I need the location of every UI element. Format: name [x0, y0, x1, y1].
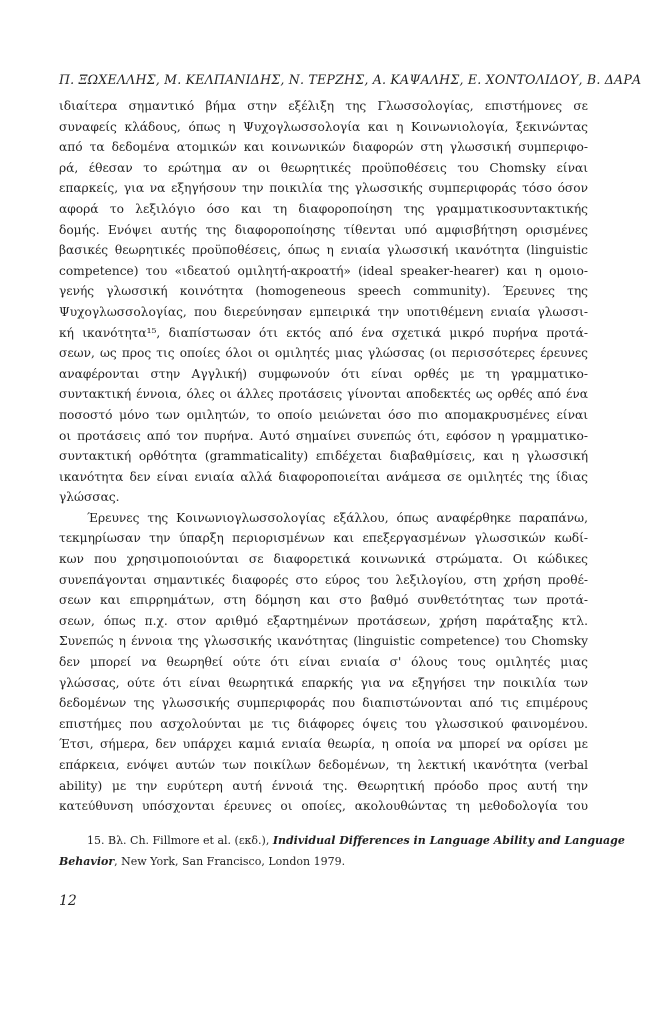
- text-line: γλώσσας, ούτε ότι είναι θεωρητικά επαρκής για να εξηγήσει την ποικιλία των: [59, 675, 588, 690]
- text-line: Έρευνες της Κοινωνιογλωσσολογίας εξάλλου, όπως αναφέρθηκε παραπάνω,: [87, 510, 588, 525]
- text-line: δομής. Ενόψει αυτής της διαφοροποίησης τίθενται υπό αμφισβήτηση ορισμένες: [59, 222, 588, 237]
- text-line: ιδιαίτερα σημαντικό βήμα στην εξέλιξη της Γλωσσολογίας, επιστήμονες σε: [59, 99, 588, 113]
- page-number: 12: [59, 893, 77, 909]
- text-line: ρά, έθεσαν το ερώτημα αν οι θεωρητικές προϋποθέσεις του Chomsky είναι: [59, 160, 588, 175]
- text-line: οι προτάσεις από τον πυρήνα. Αυτό σημαίνει συνεπώς ότι, εφόσον η γραμματικο-: [59, 428, 588, 443]
- text-line: επιστήμες που ασχολούνται με τις διάφορες όψεις του γλωσσικού φαινομένου.: [59, 716, 588, 731]
- text-line: επαρκείς, για να εξηγήσουν την ποικιλία της γλωσσικής συμπεριφοράς τόσο όσον: [59, 181, 588, 196]
- text-line: ποσοστό μόνο των ομιλητών, το οποίο μειώνεται όσο πιο απομακρυσμένες είναι: [59, 407, 588, 422]
- footnote-prefix: Βλ. Ch. Fillmore et al. (εκδ.),: [108, 834, 270, 847]
- text-line: ability) με την ευρύτερη αυτή έννοιά της. Θεωρητική πρόοδο προς αυτή την: [59, 778, 588, 793]
- text-line: competence) του «ιδεατού ομιλητή-ακροατή» (ideal speaker-hearer) και η ομοιο-: [59, 263, 588, 278]
- text-line: κων που χρησιμοποιούνται σε διαφορετικά κοινωνικά στρώματα. Οι κώδικες: [59, 552, 588, 567]
- text-line: επάρκεια, ενόψει αυτών των ποικίλων δεδομένων, τη λεκτική ικανότητα (verbal: [59, 758, 588, 772]
- text-line: Ψυχογλωσσολογίας, που διερεύνησαν εμπειρικά την υποτιθέμενη ενιαία γλωσσι-: [59, 304, 588, 319]
- text-line: δεν μπορεί να θεωρηθεί ούτε ότι είναι ενιαία σ' όλους τους ομιλητές μιας: [59, 655, 588, 670]
- text-line: κατεύθυνση υπόσχονται έρευνες οι οποίες, ακολουθώντας τη μεθοδολογία του: [59, 799, 588, 814]
- text-line: συνεπάγονται σημαντικές διαφορές στο εύρος του λεξιλογίου, στη χρήση προθέ-: [59, 572, 588, 587]
- text-line: από τα δεδομένα ατομικών και κοινωνικών διαφορών στη γλωσσική συμπεριφο-: [59, 140, 588, 155]
- running-head: Π. ΞΩΧΕΛΛΗΣ, Μ. ΚΕΛΠΑΝΙΔΗΣ, Ν. ΤΕΡΖΗΣ, Α. ΚΑΨΑΛΗΣ, Ε. ΧΟΝΤΟΛΙΔΟΥ, Β. ΔΑΡΑ: [59, 72, 642, 87]
- text-line: συντακτική έννοια, όλες οι άλλες προτάσεις γίνονται αποδεκτές ως ορθές από ένα: [59, 387, 588, 402]
- footnote-number: 15.: [87, 834, 105, 847]
- text-line: ικανότητα δεν είναι ενιαία αλλά διαφοροποιείται ανάμεσα σε ομιλητές της ίδιας: [59, 469, 588, 484]
- text-line: δεδομένων της γλωσσικής συμπεριφοράς που διαπιστώνονται από τις επιμέρους: [59, 696, 588, 711]
- text-line: Συνεπώς η έννοια της γλωσσικής ικανότητας (linguistic competence) του Chomsky: [59, 634, 588, 649]
- footnote-suffix: , New York, San Francisco, London 1979.: [114, 855, 346, 868]
- footnote-line: [59, 851, 588, 872]
- text-line: συντακτική ορθότητα (grammaticality) επιδέχεται διαβαθμίσεις, και η γλωσσική: [59, 449, 588, 464]
- text-line: σεων, ως προς τις οποίες όλοι οι ομιλητές μιας γλώσσας (οι περισσότερες έρευνες: [59, 346, 588, 361]
- text-line: Έτσι, σήμερα, δεν υπάρχει καμιά ενιαία θεωρία, η οποία να μπορεί να ορίσει με: [59, 737, 588, 752]
- text-line: συναφείς κλάδους, όπως η Ψυχογλωσσολογία και η Κοινωνιολογία, ξεκινώντας: [59, 119, 588, 134]
- text-line: αφορά το λεξιλόγιο όσο και τη διαφοροποίηση της γραμματικοσυντακτικής: [59, 201, 588, 216]
- text-line: τεκμηρίωσαν την ύπαρξη περιορισμένων και επεξεργασμένων γλωσσικών κωδί-: [59, 531, 588, 546]
- footnote-title: Behavior: [59, 855, 115, 868]
- text-line: γενής γλωσσική κοινότητα (homogeneous speech community). Έρευνες της: [59, 284, 588, 299]
- footnote-title: Individual Differences in Language Ability and Language: [272, 834, 625, 847]
- text-line: σεων, όπως π.χ. στον αριθμό εξαρτημένων προτάσεων, χρήση παράταξης κτλ.: [59, 613, 588, 628]
- body-text: [59, 96, 588, 817]
- text-line: κή ικανότητα¹⁵, διαπίστωσαν ότι εκτός από ένα σχετικά μικρό πυρήνα προτά-: [59, 325, 588, 340]
- text-line: σεων και επιρρημάτων, στη δόμηση και στο βαθμό συνθετότητας των προτά-: [59, 593, 588, 608]
- footnote: [59, 830, 625, 872]
- footnote-line: [59, 830, 625, 851]
- text-line: γλώσσας.: [59, 490, 120, 505]
- text-line: αναφέρονται στην Αγγλική) συμφωνούν ότι είναι ορθές με τη γραμματικο-: [59, 366, 588, 381]
- text-line: βασικές θεωρητικές προϋποθέσεις, όπως η ενιαία γλωσσική ικανότητα (linguistic: [59, 243, 588, 258]
